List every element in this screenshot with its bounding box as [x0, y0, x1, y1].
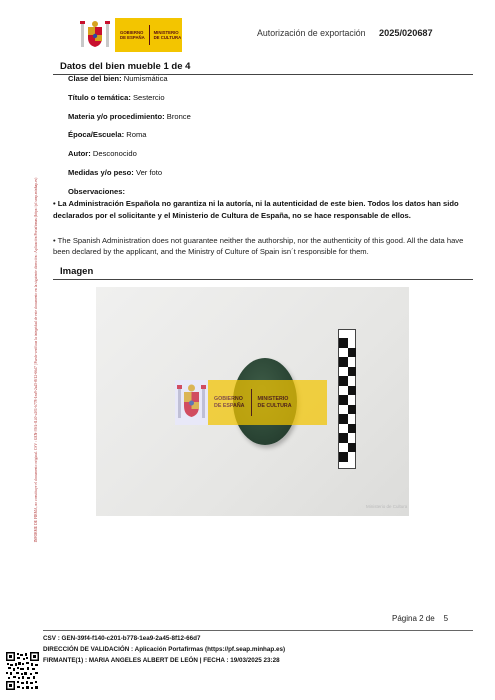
- field-clase: Clase del bien: Numismática: [68, 74, 168, 83]
- imagen-title: Imagen: [60, 266, 94, 277]
- disclaimer-spanish: • La Administración Española no garantiza ni la autoría, ni la autenticidad de este bien. Todos los datos han sido declarados por el solicitante y el Ministerio de Cultura de España, no se hace responsable de ellos.: [53, 199, 459, 220]
- qr-code: [6, 652, 39, 690]
- object-fields: [68, 73, 448, 205]
- footer-divider: [43, 630, 473, 631]
- field-observaciones: Observaciones:: [68, 186, 125, 196]
- overlay-ministerio-text: MINISTERIO DE CULTURA: [257, 396, 292, 409]
- overlay-gobierno-logo: [175, 380, 327, 425]
- logo-gobierno-text: GOBIERNO DE ESPAÑA: [120, 30, 145, 40]
- field-autor: Autor: Desconocido: [68, 149, 137, 159]
- disclaimer-english: • The Spanish Administration does not guarantee neither the authorship, nor the authenticity of this good. All the data have been declared by the applicant, and the Ministry of Culture of Spain isn´t responsible for them.: [53, 236, 464, 256]
- field-materia: Materia y/o procedimiento: Bronce: [68, 111, 191, 121]
- field-medidas: Medidas y/o peso: Ver foto: [68, 167, 163, 177]
- coat-of-arms-icon: [75, 18, 115, 52]
- measurement-scale: [338, 329, 356, 469]
- document-header: [75, 18, 475, 52]
- footer-signer: FIRMANTE(1) : MARIA ANGELES ALBERT DE LEÓN | FECHA : 19/03/2025 23:28: [43, 657, 280, 664]
- logo-divider: [149, 25, 150, 45]
- section-title: Datos del bien mueble 1 de 4: [60, 61, 191, 72]
- page-number: Página 2 de 5: [392, 614, 449, 623]
- export-authorization-label: Autorización de exportación: [257, 28, 366, 38]
- export-authorization-number: 2025/020687: [379, 28, 433, 38]
- overlay-gobierno-text: GOBIERNO DE ESPAÑA: [214, 396, 245, 409]
- footer-csv: CSV : GEN-39f4-f140-c201-b778-1ea9-2a45-8f12-66d7: [43, 635, 201, 642]
- logo-ministerio-text: MINISTERIO DE CULTURA: [153, 30, 182, 40]
- overlay-coat-of-arms-icon: [175, 380, 208, 425]
- imagen-title-bar: [53, 265, 473, 280]
- photo-watermark: Ministerio de Cultura: [366, 504, 408, 509]
- signature-footer: [0, 630, 495, 700]
- field-titulo: Título o temática: Sestercio: [68, 92, 165, 102]
- verification-sidebar-text: INFORME DE FIRMA, no constituye el documento original. CSV : GEN-39f4-f140-c201-b778-1ea9-2a45-8f12-66d7 | Puede verificar la integridad de este documento en la siguiente dirección : Aplicación Portafirmas (https://pf.seap.minhap.es): [34, 177, 38, 543]
- footer-validation-url: DIRECCIÓN DE VALIDACIÓN : Aplicación Portafirmas (https://pf.seap.minhap.es): [43, 646, 286, 653]
- gobierno-espana-logo: [75, 18, 182, 52]
- field-epoca: Época/Escuela: Roma: [68, 130, 147, 140]
- overlay-logo-divider: [251, 389, 252, 416]
